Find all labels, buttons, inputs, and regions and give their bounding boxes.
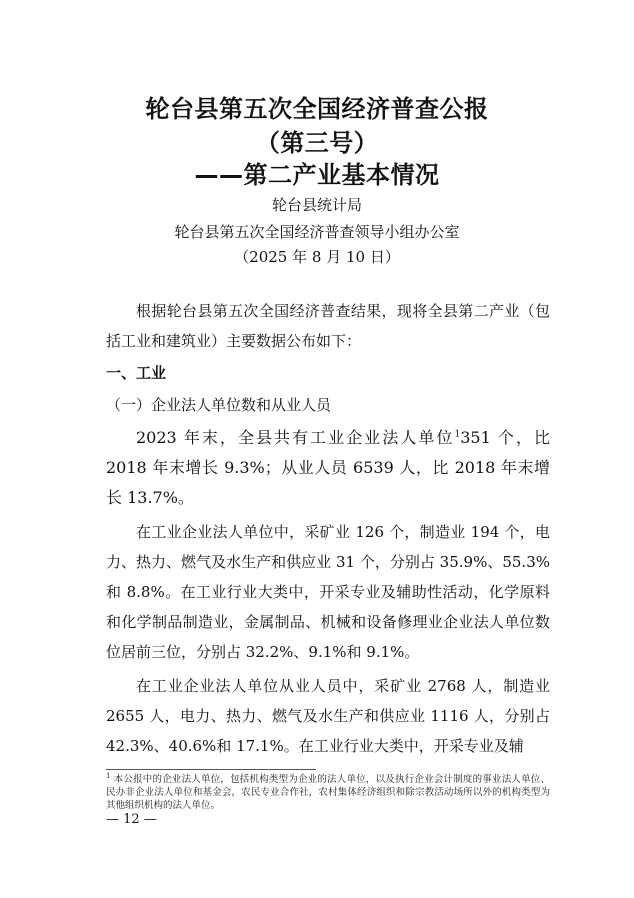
footnote-reference: 1 bbox=[454, 429, 461, 440]
footnote bbox=[106, 773, 550, 812]
footnote-divider bbox=[106, 769, 316, 770]
release-date: （2025 年 8 月 10 日） bbox=[234, 248, 400, 266]
title-line-1: 轮台县第五次全国经济普查公报 bbox=[145, 95, 489, 123]
paragraph-2023-summary-start: 2023 年末，全县共有工业企业法人单位 bbox=[136, 428, 455, 447]
paragraph-2023-summary bbox=[106, 423, 550, 513]
title-line-2: （第三号） bbox=[255, 129, 379, 157]
paragraph-unit-breakdown: 在工业企业法人单位中，采矿业 126 个，制造业 194 个，电力、热力、燃气及水生产和供应业 31 个，分别占 35.9%、55.3% 和 8.8%。在工业行业大类中，开采专业及辅助性活动，化学原料和化学制品制造业，金属制品、机械和设备修理业企业法人单位数位居前三位，分别占 32.2%、9.1%和 9.1%。 bbox=[106, 523, 550, 661]
issuer-statistics-bureau: 轮台县统计局 bbox=[271, 196, 362, 214]
body-text bbox=[106, 296, 550, 761]
page-number: — 12 — bbox=[106, 812, 157, 827]
paragraph-employee-breakdown: 在工业企业法人单位从业人员中，采矿业 2768 人，制造业 2655 人，电力、热力、燃气及水生产和供应业 1116 人，分别占 42.3%、40.6%和 17.1%。在工业行业大类中，开采专业及辅 bbox=[106, 677, 550, 755]
issuer-census-office: 轮台县第五次全国经济普查领导小组办公室 bbox=[174, 223, 460, 241]
paragraph-2023-summary-end: 351 个，比 2018 年末增长 9.3%；从业人员 6539 人，比 2018 年末增长 13.7%。 bbox=[106, 428, 550, 507]
intro-paragraph: 根据轮台县第五次全国经济普查结果，现将全县第二产业（包括工业和建筑业）主要数据公布如下： bbox=[106, 302, 550, 350]
title-line-3: ——第二产业基本情况 bbox=[194, 161, 440, 189]
footnote-marker: 1 bbox=[106, 771, 111, 780]
footnote-text: 本公报中的企业法人单位，包括机构类型为企业的法人单位，以及执行企业会计制度的事业法人单位、民办非企业法人单位和基金会，农民专业合作社，农村集体经济组织和除宗教活动场所以外的机构类型为其他组织机构的法人单位。 bbox=[106, 774, 550, 811]
section-heading-industry: 一、工业 bbox=[106, 364, 167, 382]
subsection-heading-units-employees: （一）企业法人单位数和从业人员 bbox=[106, 396, 332, 414]
